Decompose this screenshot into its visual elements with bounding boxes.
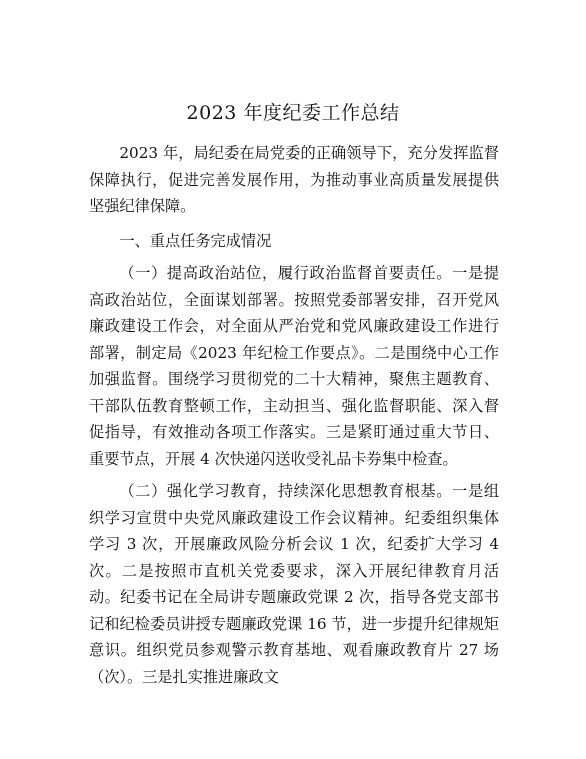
paragraph-1: （一）提高政治站位，履行政治监督首要责任。一是提高政治站位，全面谋划部署。按照党委部署安排，召开党风廉政建设工作会，对全面从严治党和党风廉政建设工作进行部署，制定局《2023 年纪检工作要点》。二是围绕中心工作加强监督。围绕学习贯彻党的二十大精神，聚焦主题教育、干部队伍教育整顿工作，主动担当、强化监督职能、深入督促指导，有效推动各项工作落实。三是紧盯通过重大节日、重要节点，开展 4 次快递闪送收受礼品卡券集中检查。	[89, 264, 499, 468]
paragraph-2: （二）强化学习教育，持续深化思想教育根基。一是组织学习宣贯中央党风廉政建设工作会议精神。纪委组织集体学习 3 次，开展廉政风险分析会议 1 次，纪委扩大学习 4 次。二是按照市直机关党委要求，深入开展纪律教育月活动。纪委书记在全局讲专题廉政党课 2 次，指导各党支部书记和纪检委员讲授专题廉政党课 16 节，进一步提升纪律规矩意识。组织党员参观警示教育基地、观看廉政教育片 27 场（次）。三是扎实推进廉政文	[89, 482, 499, 686]
document-body	[89, 140, 499, 690]
section-heading: 一、重点任务完成情况	[119, 231, 272, 250]
intro-paragraph: 2023 年，局纪委在局党委的正确领导下，充分发挥监督保障执行，促进完善发展作用，为推动事业高质量发展提供坚强纪律保障。	[89, 144, 499, 215]
document-title: 2023 年度纪委工作总结	[186, 102, 400, 124]
